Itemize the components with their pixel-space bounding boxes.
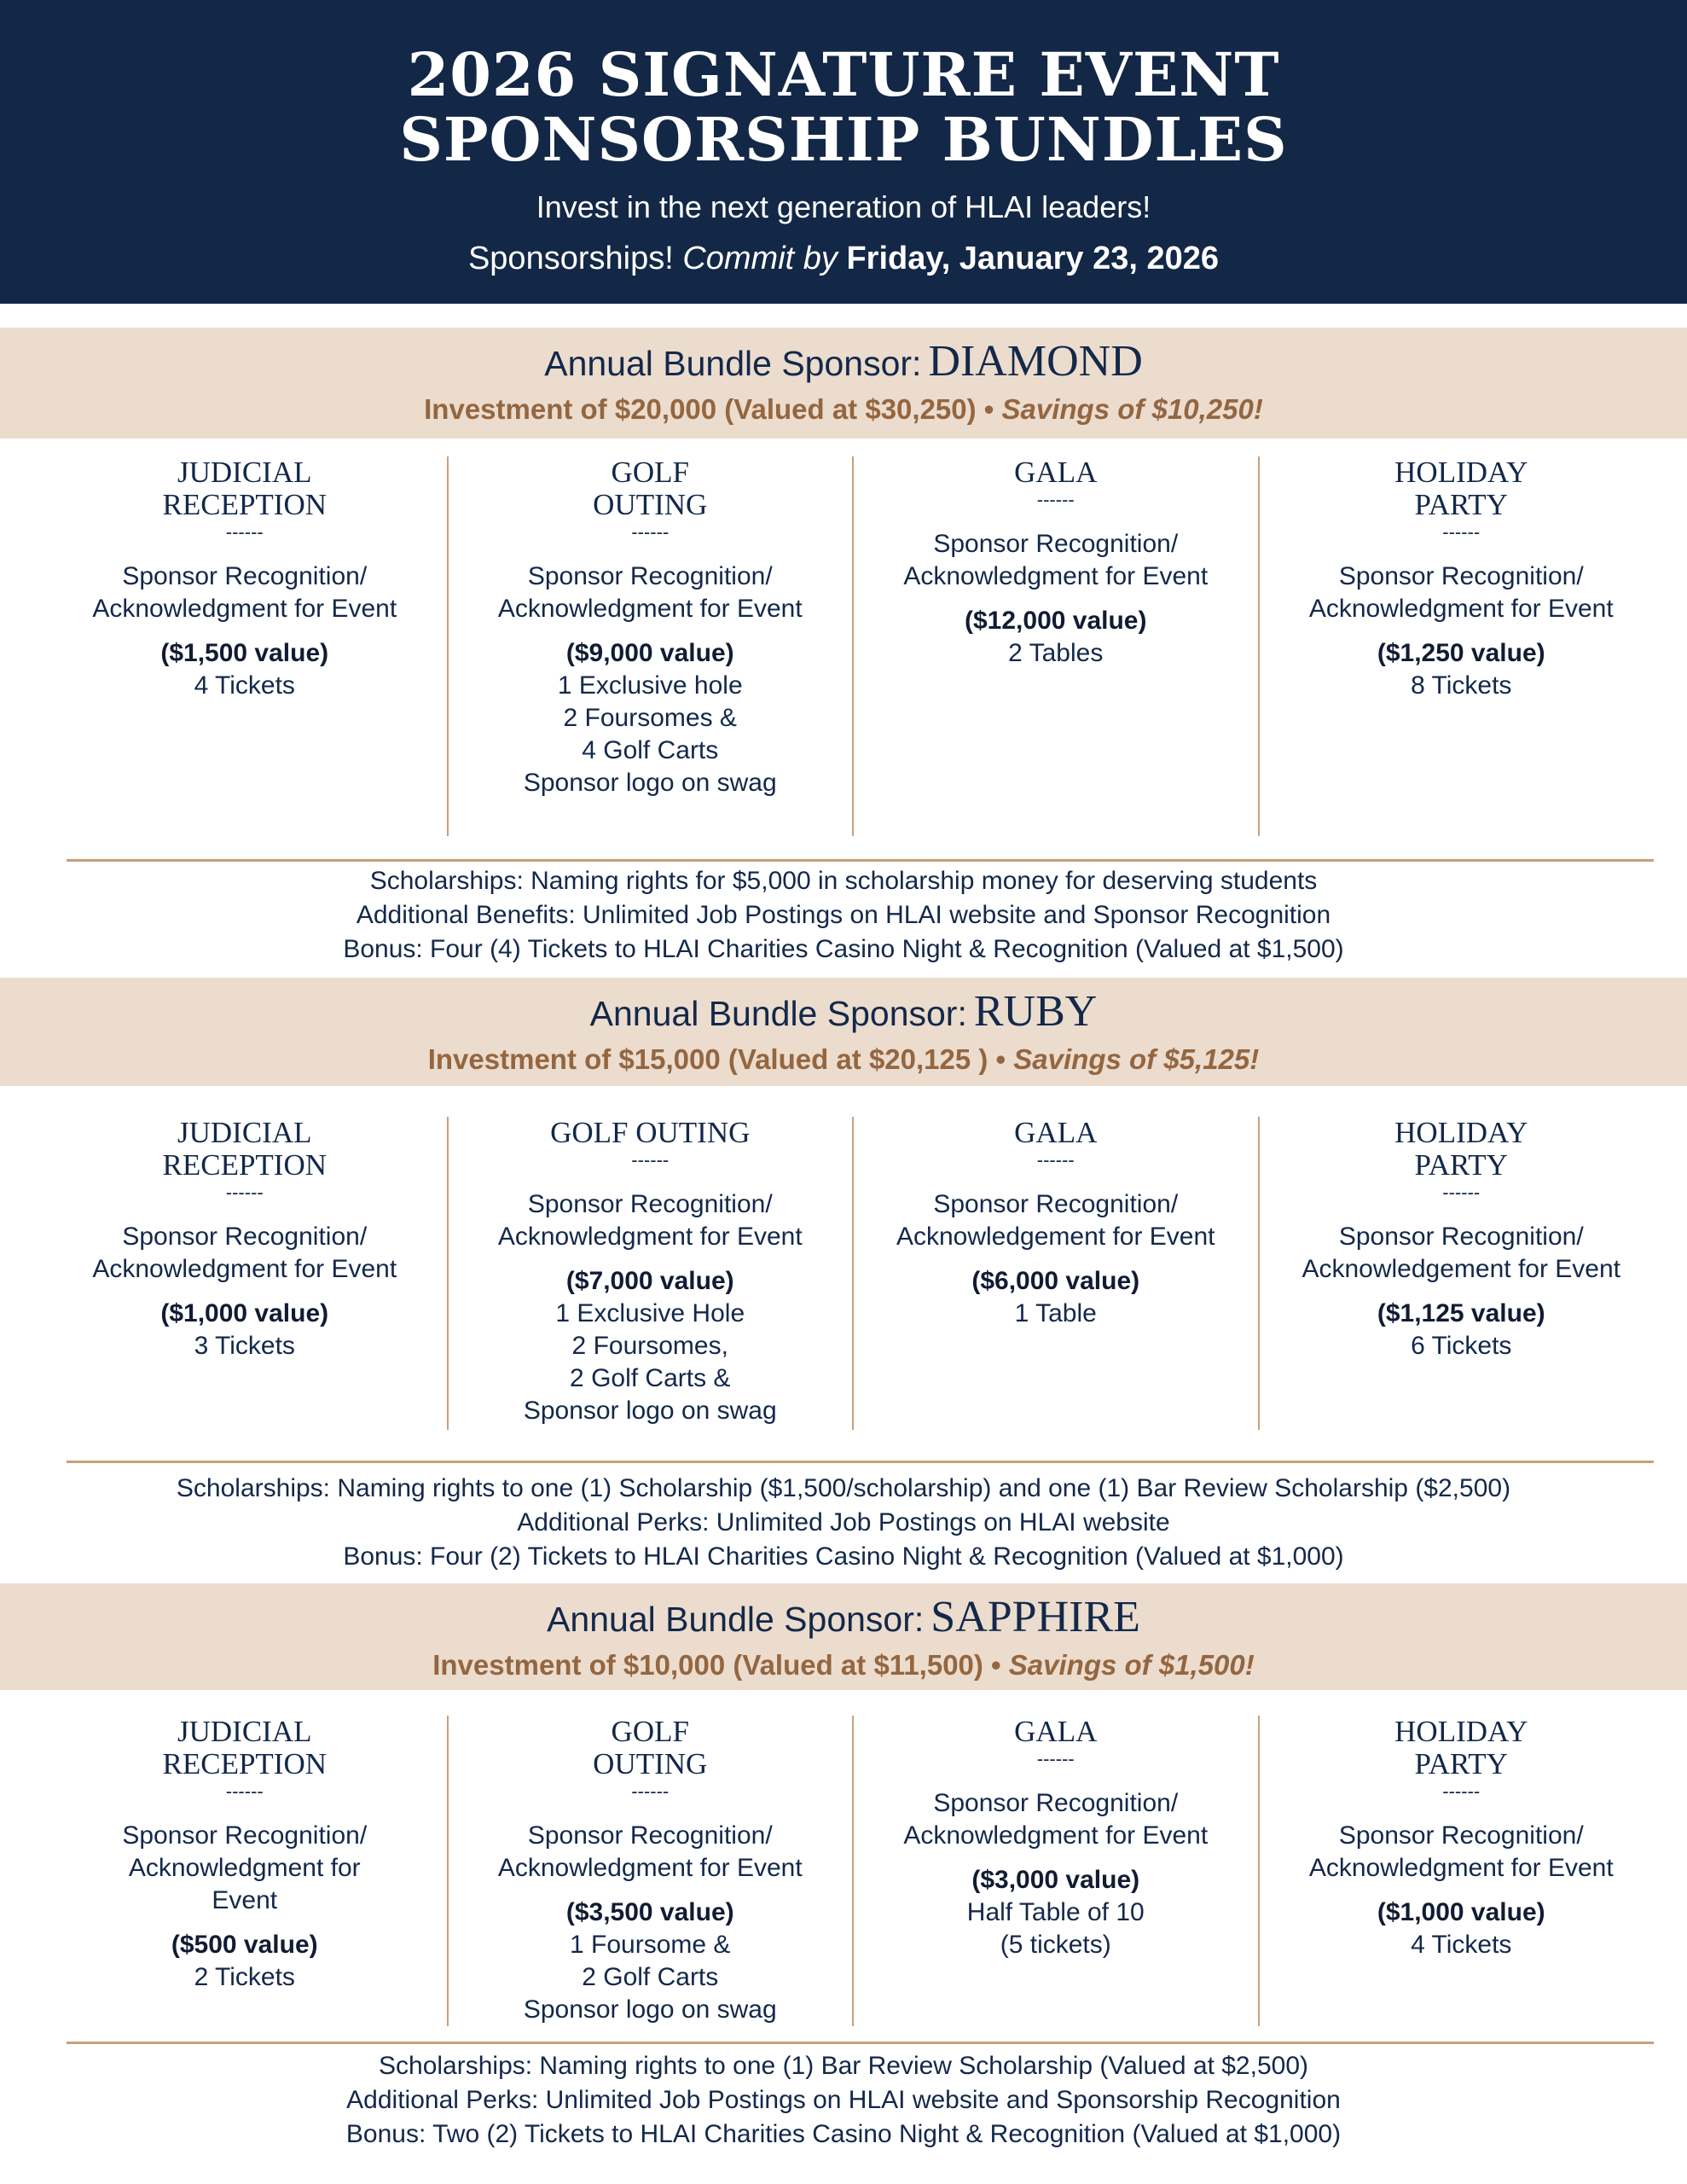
event-column: [449, 456, 855, 836]
divider-dashes: ------: [1036, 1149, 1075, 1170]
event-column: [449, 1716, 855, 2026]
event-detail: 1 Foursome &: [570, 1931, 731, 1959]
event-column: [854, 456, 1260, 836]
event-detail: Acknowledgement for Event: [1301, 1255, 1621, 1283]
event-detail: 3 Tickets: [194, 1332, 295, 1360]
event-detail: Sponsor Recognition/: [527, 562, 773, 590]
event-column: [449, 1117, 855, 1430]
event-heading-line: GOLF OUTING: [550, 1116, 751, 1149]
commit-deadline: [0, 241, 1687, 277]
benefit-line: Bonus: Four (2) Tickets to HLAI Charities Casino Night & Recognition (Valued at $1,000): [343, 1542, 1344, 1571]
event-heading-line: JUDICIAL: [177, 1715, 312, 1748]
bundle-name: SAPPHIRE: [930, 1593, 1140, 1641]
event-detail: Half Table of 10: [966, 1898, 1145, 1926]
divider-dashes: ------: [1442, 1780, 1481, 1802]
section-rule: [67, 859, 1654, 862]
bundle-name: DIAMOND: [928, 337, 1143, 386]
event-column: [43, 1716, 449, 2026]
event-value: ($7,000 value): [565, 1267, 734, 1295]
event-detail: Sponsor Recognition/: [1338, 1223, 1584, 1251]
event-value: ($9,000 value): [565, 639, 734, 667]
event-column: [43, 1117, 449, 1430]
bundle-band-diamond: [0, 328, 1687, 439]
event-value: ($3,500 value): [565, 1898, 734, 1926]
event-heading-line: GALA: [1014, 1715, 1098, 1748]
event-detail: Acknowledgment for Event: [903, 1821, 1209, 1850]
event-heading: [457, 456, 844, 521]
savings-text: Savings of $10,250!: [1001, 393, 1263, 425]
event-heading: [51, 1716, 438, 1780]
event-columns: [43, 1117, 1663, 1430]
divider-dashes: ------: [1442, 1182, 1481, 1203]
event-detail: Sponsor Recognition/: [933, 530, 1179, 558]
benefit-line: Additional Perks: Unlimited Job Postings on HLAI website: [517, 1508, 1170, 1536]
bundle-benefits: [0, 1472, 1687, 1574]
event-value: ($12,000 value): [965, 607, 1147, 635]
investment-text: Investment of $15,000 (Valued at $20,125 ) •: [427, 1043, 1006, 1075]
event-heading: [862, 456, 1249, 489]
event-heading-line: RECEPTION: [162, 1747, 327, 1780]
event-detail: Sponsor Recognition/: [122, 562, 368, 590]
benefit-line: Additional Perks: Unlimited Job Postings on HLAI website and Sponsorship Recognition: [346, 2086, 1341, 2114]
section-rule: [67, 1461, 1654, 1463]
event-heading-line: PARTY: [1414, 1747, 1508, 1780]
benefit-line: Scholarships: Naming rights for $5,000 in scholarship money for deserving students: [369, 867, 1318, 895]
event-detail: Sponsor Recognition/: [122, 1821, 368, 1850]
bundle-title: [0, 986, 1687, 1037]
event-detail: Sponsor logo on swag: [523, 769, 777, 797]
event-detail: Acknowledgment for Event: [92, 1255, 397, 1283]
event-heading: [1268, 456, 1655, 521]
event-detail: (5 tickets): [1000, 1931, 1111, 1959]
bundle-investment: [0, 393, 1687, 426]
event-heading-line: HOLIDAY: [1394, 1715, 1528, 1748]
divider-dashes: ------: [631, 1149, 670, 1170]
divider-dashes: ------: [1036, 489, 1075, 510]
event-detail: Acknowledgment for Event: [497, 595, 803, 623]
bundle-label: Annual Bundle Sponsor:: [547, 1600, 925, 1639]
event-value: ($1,500 value): [160, 639, 329, 667]
bundle-band-ruby: [0, 978, 1687, 1086]
event-detail: Acknowledgment for Event: [1308, 595, 1614, 623]
title-line-2: SPONSORSHIP BUNDLES: [399, 104, 1288, 175]
event-heading: [1268, 1716, 1655, 1780]
section-rule: [67, 2042, 1654, 2044]
event-heading: [862, 1117, 1249, 1149]
event-detail: 2 Tables: [1008, 639, 1104, 667]
event-heading-line: GOLF: [611, 456, 689, 489]
event-heading: [51, 1117, 438, 1182]
divider-dashes: ------: [225, 1780, 264, 1802]
commit-date: , January 23, 2026: [941, 241, 1220, 276]
event-heading-line: RECEPTION: [162, 488, 327, 521]
event-detail: 1 Table: [1014, 1299, 1097, 1327]
bundle-title: [0, 336, 1687, 386]
event-detail: 4 Tickets: [1411, 1931, 1512, 1959]
event-detail: Acknowledgement for Event: [896, 1223, 1215, 1251]
event-detail: Sponsor Recognition/: [933, 1190, 1179, 1218]
event-heading-line: PARTY: [1414, 488, 1508, 521]
bundle-label: Annual Bundle Sponsor:: [589, 994, 967, 1033]
benefit-line: Bonus: Four (4) Tickets to HLAI Charities Casino Night & Recognition (Valued at $1,500): [343, 935, 1344, 963]
header-banner: [0, 0, 1687, 304]
event-value: ($1,000 value): [1377, 1898, 1545, 1926]
event-detail: 4 Golf Carts: [582, 736, 719, 764]
event-detail: Sponsor logo on swag: [523, 1397, 777, 1425]
event-heading-line: RECEPTION: [162, 1148, 327, 1182]
event-heading-line: JUDICIAL: [177, 456, 312, 489]
savings-text: Savings of $1,500!: [1008, 1649, 1255, 1681]
subtitle: Invest in the next generation of HLAI leaders!: [536, 189, 1151, 224]
benefit-line: Scholarships: Naming rights to one (1) Scholarship ($1,500/scholarship) and one (1) Bar Review Scholarship ($2,500): [176, 1474, 1511, 1502]
bundle-investment: [0, 1649, 1687, 1682]
event-column: [43, 456, 449, 836]
event-heading-line: GALA: [1014, 456, 1098, 489]
event-detail: Sponsor Recognition/: [933, 1789, 1179, 1817]
event-detail: Sponsor Recognition/: [527, 1190, 773, 1218]
event-detail: Acknowledgment for Event: [1308, 1854, 1614, 1882]
event-detail: 4 Tickets: [194, 671, 295, 700]
event-detail: Sponsor Recognition/: [122, 1223, 368, 1251]
event-heading-line: PARTY: [1414, 1148, 1508, 1182]
event-detail: 2 Tickets: [194, 1963, 295, 1991]
event-detail: 2 Foursomes &: [563, 704, 737, 732]
event-column: [854, 1117, 1260, 1430]
event-detail: Sponsor logo on swag: [523, 1995, 777, 2024]
event-heading-line: OUTING: [593, 1747, 708, 1780]
event-detail: 2 Golf Carts &: [570, 1364, 731, 1392]
event-heading-line: OUTING: [593, 488, 708, 521]
event-heading-line: HOLIDAY: [1394, 1116, 1528, 1149]
bundle-title: [0, 1592, 1687, 1642]
event-detail: 6 Tickets: [1411, 1332, 1512, 1360]
event-detail: Acknowledgment for Event: [497, 1854, 803, 1882]
benefit-line: Scholarships: Naming rights to one (1) Bar Review Scholarship (Valued at $2,500): [379, 2052, 1308, 2080]
bundle-band-sapphire: [0, 1583, 1687, 1690]
divider-dashes: ------: [225, 1182, 264, 1203]
divider-dashes: ------: [1036, 1748, 1075, 1769]
divider-dashes: ------: [631, 521, 670, 543]
commit-italic: Commit by: [682, 241, 838, 276]
event-value: ($500 value): [171, 1931, 318, 1959]
investment-text: Investment of $10,000 (Valued at $11,500) •: [432, 1649, 1001, 1681]
event-detail: Acknowledgment for: [128, 1854, 361, 1882]
event-detail: 2 Foursomes,: [571, 1332, 728, 1360]
event-detail: Acknowledgment for Event: [92, 595, 397, 623]
divider-dashes: ------: [631, 1780, 670, 1802]
event-columns: [43, 1716, 1663, 2026]
bundle-investment: [0, 1043, 1687, 1076]
event-heading: [457, 1117, 844, 1149]
event-detail: Acknowledgment for Event: [497, 1223, 803, 1251]
event-detail: Event: [212, 1886, 278, 1914]
event-detail: 1 Exclusive Hole: [555, 1299, 745, 1327]
commit-prefix: Sponsorships!: [467, 241, 674, 276]
event-heading: [51, 456, 438, 521]
benefit-line: Additional Benefits: Unlimited Job Postings on HLAI website and Sponsor Recognition: [356, 901, 1331, 929]
event-detail: 1 Exclusive hole: [557, 671, 743, 700]
event-detail: 2 Golf Carts: [582, 1963, 719, 1991]
investment-text: Investment of $20,000 (Valued at $30,250) •: [424, 393, 994, 425]
commit-day: Friday: [846, 241, 942, 276]
event-heading: [457, 1716, 844, 1780]
event-heading: [862, 1716, 1249, 1748]
event-column: [1260, 456, 1664, 836]
event-value: ($1,000 value): [160, 1299, 329, 1327]
event-heading-line: JUDICIAL: [177, 1116, 312, 1149]
event-detail: Sponsor Recognition/: [1338, 562, 1584, 590]
bundle-benefits: [0, 864, 1687, 967]
event-value: ($3,000 value): [971, 1866, 1140, 1894]
page-title: [0, 0, 1687, 175]
event-value: ($6,000 value): [971, 1267, 1140, 1295]
event-columns: [43, 456, 1663, 836]
event-heading: [1268, 1117, 1655, 1182]
event-heading-line: GOLF: [611, 1715, 689, 1748]
event-value: ($1,125 value): [1377, 1299, 1545, 1327]
event-detail: 8 Tickets: [1411, 671, 1512, 700]
bundle-name: RUBY: [973, 987, 1098, 1036]
event-column: [1260, 1716, 1664, 2026]
event-column: [854, 1716, 1260, 2026]
bundle-benefits: [0, 2049, 1687, 2152]
divider-dashes: ------: [1442, 521, 1481, 543]
event-detail: Sponsor Recognition/: [527, 1821, 773, 1850]
benefit-line: Bonus: Two (2) Tickets to HLAI Charities Casino Night & Recognition (Valued at $1,000): [345, 2120, 1342, 2148]
event-heading-line: GALA: [1014, 1116, 1098, 1149]
bundle-label: Annual Bundle Sponsor:: [544, 344, 922, 383]
event-value: ($1,250 value): [1377, 639, 1545, 667]
event-detail: Sponsor Recognition/: [1338, 1821, 1584, 1850]
divider-dashes: ------: [225, 521, 264, 543]
savings-text: Savings of $5,125!: [1013, 1043, 1260, 1075]
event-detail: Acknowledgment for Event: [903, 562, 1209, 590]
event-heading-line: HOLIDAY: [1394, 456, 1528, 489]
title-line-1: 2026 SIGNATURE EVENT: [407, 39, 1280, 110]
event-column: [1260, 1117, 1664, 1430]
